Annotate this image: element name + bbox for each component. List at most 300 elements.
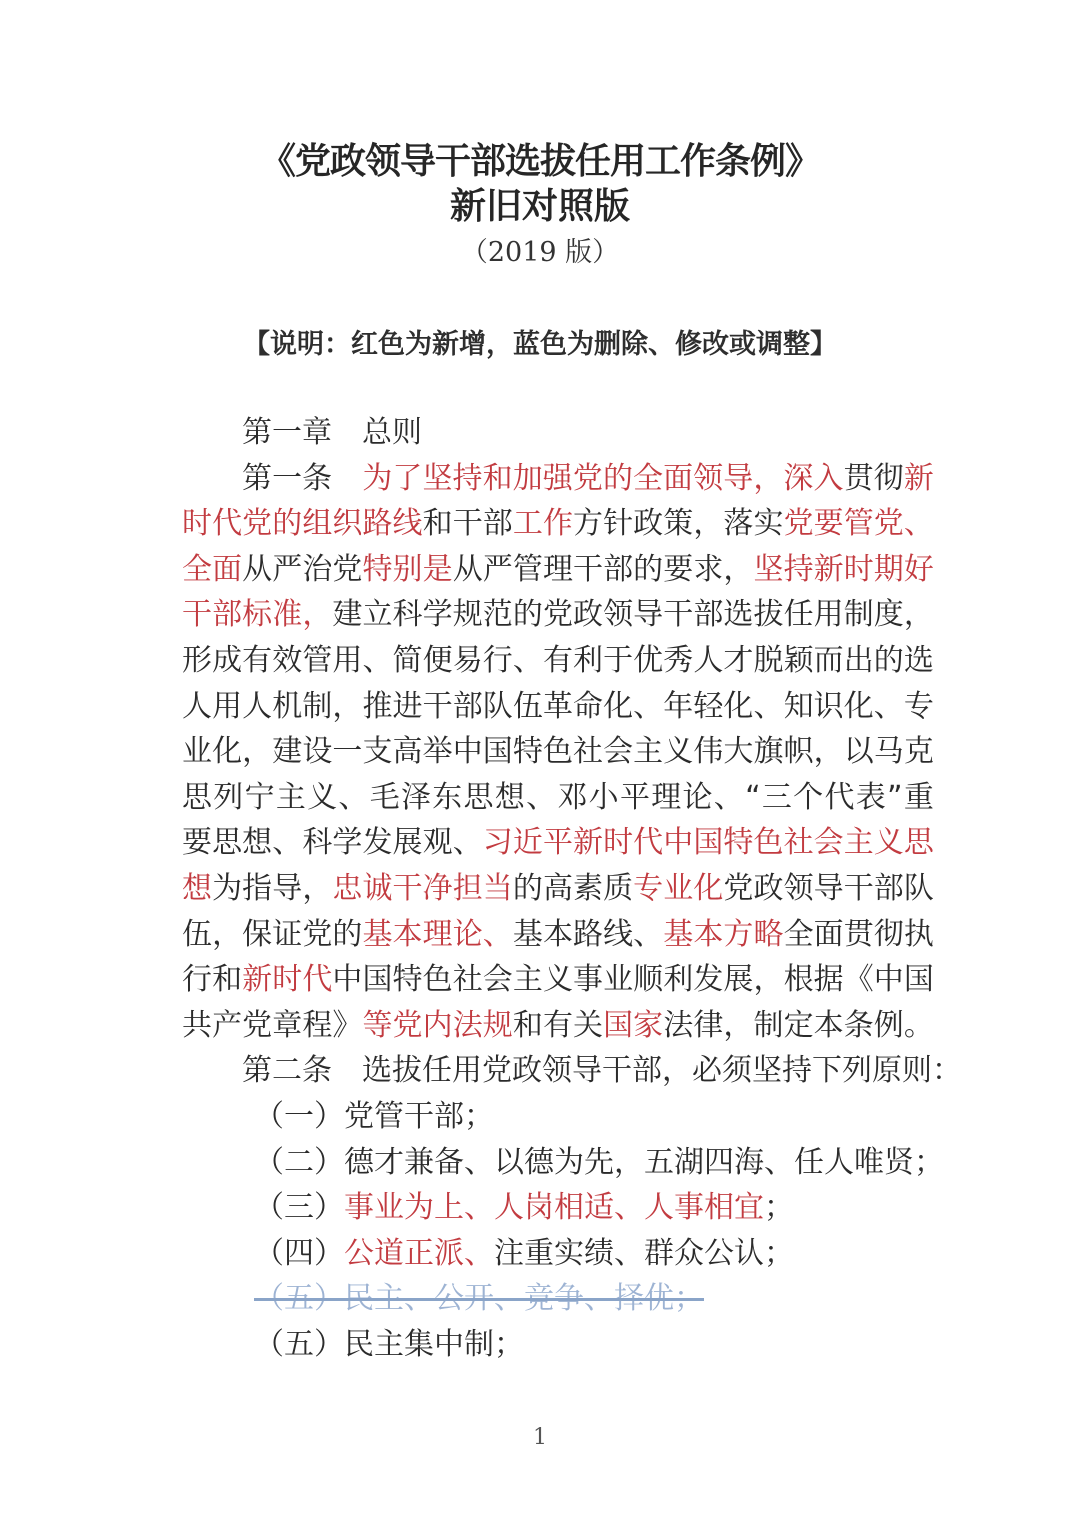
- body-text: 立: [362, 597, 393, 633]
- body-text: 选: [723, 597, 754, 633]
- added-text: 略: [753, 916, 784, 952]
- added-text: 了: [392, 460, 423, 496]
- body-text: 要: [182, 825, 212, 861]
- body-text: 本: [813, 1007, 844, 1043]
- added-text: 持: [452, 460, 483, 496]
- body-text: 素: [573, 870, 604, 906]
- body-text: 机: [272, 688, 303, 724]
- body-text: 政: [633, 506, 664, 542]
- added-text: 面: [663, 460, 694, 496]
- body-text: 干: [663, 597, 694, 633]
- article-1-line: [182, 684, 934, 730]
- body-text: 效: [272, 642, 303, 678]
- body-text: 产: [212, 1007, 243, 1043]
- added-text: 别: [392, 551, 423, 587]
- body-text: 制: [302, 688, 333, 724]
- added-text: 义: [873, 825, 904, 861]
- added-text: 家: [633, 1007, 664, 1043]
- body-text: 行: [482, 642, 513, 678]
- body-text: 导: [813, 870, 844, 906]
- added-text: 诚: [362, 870, 393, 906]
- body-text: 主: [633, 734, 664, 770]
- body-text: 伟: [693, 734, 724, 770]
- body-text: 执: [903, 916, 934, 952]
- body-text: 形: [182, 642, 212, 678]
- body-text: 有: [542, 642, 573, 678]
- body-text: 论: [682, 779, 713, 815]
- body-text: 业: [603, 962, 634, 998]
- added-text: 化: [693, 870, 724, 906]
- body-text: 脱: [753, 642, 784, 678]
- added-text: 全: [633, 460, 664, 496]
- body-text: ，: [813, 734, 844, 770]
- body-text: 证: [272, 916, 303, 952]
- body-text: ，: [723, 1007, 754, 1043]
- added-text: 新: [242, 962, 273, 998]
- body-text: 从: [452, 551, 483, 587]
- body-text: 发: [362, 825, 393, 861]
- body-text: 拔: [753, 597, 784, 633]
- body-text: 例: [873, 1007, 904, 1043]
- body-text: 行: [182, 962, 212, 998]
- body-text: 共: [182, 1007, 212, 1043]
- added-text: 新: [573, 825, 604, 861]
- body-text: 、: [873, 688, 904, 724]
- body-text: 建: [332, 597, 363, 633]
- body-text: 的: [512, 870, 543, 906]
- body-text: 化: [843, 688, 874, 724]
- body-text: 思: [182, 779, 212, 815]
- added-text: 是: [422, 551, 453, 587]
- body-text: 才: [723, 642, 754, 678]
- body-text: 实: [753, 506, 784, 542]
- article-2-heading: 第二条 选拔任用党政领导干部，必须坚持下列原则：: [242, 1053, 962, 1089]
- added-text: 的: [602, 460, 633, 496]
- body-text: 、: [512, 642, 543, 678]
- added-text: 干: [182, 597, 212, 633]
- added-text: 线: [392, 506, 423, 542]
- body-text: 思: [212, 825, 243, 861]
- added-text: 本: [392, 916, 423, 952]
- body-text: 法: [663, 1007, 694, 1043]
- body-text: 业: [182, 734, 212, 770]
- body-text: 的: [873, 642, 904, 678]
- added-text: 业: [663, 870, 694, 906]
- body-text: 高: [542, 870, 573, 906]
- body-text: 马: [873, 734, 904, 770]
- body-text: 想: [242, 825, 273, 861]
- body-text: 基: [512, 916, 543, 952]
- body-text: 有: [542, 1007, 573, 1043]
- added-text: 好: [903, 551, 934, 587]
- added-text: 忠: [332, 870, 363, 906]
- body-text: 队: [482, 688, 513, 724]
- added-text: 和: [482, 460, 513, 496]
- body-text: 。: [903, 1007, 934, 1043]
- body-text: 关: [573, 1007, 604, 1043]
- body-text: 社: [573, 734, 604, 770]
- added-text: 时: [182, 506, 212, 542]
- added-text: 全: [182, 551, 212, 587]
- added-text: 组: [302, 506, 333, 542]
- body-text: 支: [362, 734, 393, 770]
- document-title: 《党政领导干部选拔任用工作条例》: [259, 140, 820, 182]
- body-text: ，: [903, 597, 934, 633]
- added-text: 部: [212, 597, 243, 633]
- added-text: 新: [813, 551, 844, 587]
- body-text: 义: [663, 734, 694, 770]
- body-text: 的: [512, 597, 543, 633]
- body-text: 思: [463, 779, 494, 815]
- body-text: 、: [713, 779, 744, 815]
- added-text: 事业为上、人岗相适、人事相宜: [344, 1190, 764, 1226]
- body-text: （三）: [254, 1190, 344, 1226]
- body-text: 中: [873, 962, 904, 998]
- body-text: 部: [873, 870, 904, 906]
- added-text: 基: [362, 916, 393, 952]
- body-text: 、: [452, 825, 483, 861]
- body-text: 学: [332, 825, 363, 861]
- body-text: 保: [242, 916, 273, 952]
- body-text: 党: [302, 916, 333, 952]
- body-text: 顺: [633, 962, 664, 998]
- body-text: 举: [422, 734, 453, 770]
- added-text: 理: [422, 916, 453, 952]
- article-2-item-line: [182, 1231, 934, 1277]
- body-text: 根: [783, 962, 814, 998]
- body-text: 干: [843, 870, 874, 906]
- added-text: 会: [813, 825, 844, 861]
- added-text: 领: [693, 460, 724, 496]
- body-text: 出: [843, 642, 874, 678]
- body-text: 识: [813, 688, 844, 724]
- article-2-item-line: [182, 1140, 944, 1186]
- body-text: 干: [452, 506, 483, 542]
- body-text: 管: [512, 551, 543, 587]
- body-text: 范: [482, 597, 513, 633]
- added-text: 入: [813, 460, 844, 496]
- body-text: 部: [603, 551, 634, 587]
- body-text: “: [745, 779, 761, 815]
- body-text: 色: [542, 734, 573, 770]
- added-text: 内: [422, 1007, 453, 1043]
- body-text: 于: [603, 642, 634, 678]
- added-text: 期: [873, 551, 904, 587]
- body-text: （四）: [254, 1235, 344, 1271]
- added-text: 为: [362, 460, 393, 496]
- body-text: 规: [452, 597, 483, 633]
- body-text: 宁: [244, 779, 275, 815]
- body-text: 的: [332, 916, 363, 952]
- added-text: 作: [542, 506, 573, 542]
- body-text: ，: [753, 962, 784, 998]
- article-2-item-line: [182, 1094, 934, 1140]
- body-text: 大: [723, 734, 754, 770]
- added-text: 色: [753, 825, 784, 861]
- body-text: 人: [693, 642, 724, 678]
- body-text: 想: [494, 779, 525, 815]
- body-text: ，: [212, 916, 243, 952]
- body-text: 平: [619, 779, 650, 815]
- body-text: 本: [542, 916, 573, 952]
- body-text: 进: [392, 688, 423, 724]
- body-text: 用: [212, 688, 243, 724]
- added-text: 党: [572, 460, 603, 496]
- body-text: 以: [843, 734, 874, 770]
- body-text: 重: [903, 779, 934, 815]
- body-text: 党: [242, 1007, 273, 1043]
- added-text: 公道正派、: [344, 1235, 494, 1271]
- body-text: 会: [603, 734, 634, 770]
- added-text: 社: [783, 825, 814, 861]
- added-text: 国: [693, 825, 724, 861]
- body-text: 克: [903, 734, 934, 770]
- body-text: 要: [663, 551, 694, 587]
- article-1-line: [182, 957, 934, 1003]
- body-text: 中: [332, 962, 363, 998]
- body-text: 国: [903, 962, 934, 998]
- body-text: 全: [783, 916, 814, 952]
- body-text: ；: [764, 1190, 794, 1226]
- body-text: ，: [302, 870, 333, 906]
- added-text: 管: [843, 506, 874, 542]
- body-text: 管: [302, 642, 333, 678]
- added-text: 准: [272, 597, 303, 633]
- article-2-items: [182, 1094, 944, 1368]
- body-text: 严: [482, 551, 513, 587]
- added-text: 导: [723, 460, 754, 496]
- body-text: 领: [603, 597, 634, 633]
- body-text: （一）党管干部；: [254, 1098, 494, 1134]
- body-text: 泽: [400, 779, 431, 815]
- body-text: 治: [302, 551, 333, 587]
- added-text: 时: [603, 825, 634, 861]
- body-text: 主: [512, 962, 543, 998]
- body-text: 观: [422, 825, 453, 861]
- body-text: 策: [663, 506, 694, 542]
- body-text: 选: [903, 642, 934, 678]
- document-body: [182, 410, 962, 1367]
- article-1-line: [182, 592, 934, 638]
- body-text: 和: [422, 506, 453, 542]
- added-text: 代: [212, 506, 243, 542]
- added-text: 等: [362, 1007, 393, 1043]
- body-text: 律: [693, 1007, 724, 1043]
- body-text: 伍: [182, 916, 212, 952]
- body-text: 政: [753, 870, 784, 906]
- body-text: （二）德才兼备、以德为先，五湖四海、任人唯贤；: [254, 1144, 944, 1180]
- article-1-line: [182, 912, 934, 958]
- body-text: 伍: [512, 688, 543, 724]
- body-text: 小: [588, 779, 619, 815]
- body-text: 、: [272, 825, 303, 861]
- body-text: 学: [422, 597, 453, 633]
- body-text: 革: [542, 688, 573, 724]
- added-text: 近: [512, 825, 543, 861]
- body-text: 、: [338, 779, 369, 815]
- body-text: 东: [432, 779, 463, 815]
- body-text: 线: [603, 916, 634, 952]
- body-text: 、: [633, 916, 664, 952]
- body-text: 贯: [843, 916, 874, 952]
- body-text: ，: [723, 551, 754, 587]
- article-2-item-line: [182, 1322, 934, 1368]
- body-text: 义: [542, 962, 573, 998]
- body-text: 国: [482, 734, 513, 770]
- body-text: 、: [362, 642, 393, 678]
- body-text: 求: [693, 551, 724, 587]
- body-text: 部: [452, 688, 483, 724]
- body-text: 队: [903, 870, 934, 906]
- body-text: 面: [813, 916, 844, 952]
- added-text: 特: [723, 825, 754, 861]
- body-text: 的: [633, 551, 664, 587]
- body-text: 党: [542, 597, 573, 633]
- article-1-line: [182, 456, 934, 502]
- added-text: 基: [663, 916, 694, 952]
- body-text: 特: [512, 734, 543, 770]
- added-text: 本: [693, 916, 724, 952]
- added-text: 习: [482, 825, 513, 861]
- edition-label: （2019 版）: [460, 237, 620, 268]
- body-text: 贯: [843, 460, 874, 496]
- added-text: 、: [482, 916, 513, 952]
- body-text: 彻: [873, 916, 904, 952]
- added-text: 时: [843, 551, 874, 587]
- added-text: 中: [663, 825, 694, 861]
- body-text: 义: [307, 779, 338, 815]
- body-text: 干: [573, 551, 604, 587]
- body-text: 领: [783, 870, 814, 906]
- added-text: 主: [843, 825, 874, 861]
- color-legend-note: 【说明：红色为新增，蓝色为删除、修改或调整】: [243, 329, 837, 360]
- body-text: 彻: [873, 460, 904, 496]
- article-2-item-line: [182, 1185, 934, 1231]
- added-text: 党: [873, 506, 904, 542]
- added-text: 要: [813, 506, 844, 542]
- body-text: 章: [272, 1007, 303, 1043]
- body-text: 严: [272, 551, 303, 587]
- body-text: 建: [272, 734, 303, 770]
- added-text: 当: [482, 870, 513, 906]
- body-text: 和: [512, 1007, 543, 1043]
- article-1-line: [182, 775, 934, 821]
- added-text: 法: [452, 1007, 483, 1043]
- article-1-line: [182, 501, 934, 547]
- body-text: 邓: [557, 779, 588, 815]
- added-text: 干: [392, 870, 423, 906]
- added-text: 方: [723, 916, 754, 952]
- added-text: 路: [362, 506, 393, 542]
- added-text: 党: [242, 506, 273, 542]
- body-text: 主: [275, 779, 306, 815]
- added-text: 论: [452, 916, 483, 952]
- article-1-line: [182, 547, 934, 593]
- body-text: 个: [793, 779, 824, 815]
- added-text: 净: [422, 870, 453, 906]
- body-text: 落: [723, 506, 754, 542]
- body-text: [332, 456, 362, 502]
- added-text: 党: [783, 506, 814, 542]
- body-text: 而: [813, 642, 844, 678]
- body-text: 一: [332, 734, 363, 770]
- body-text: ”: [887, 779, 903, 815]
- body-text: 便: [422, 642, 453, 678]
- body-text: 发: [693, 962, 724, 998]
- body-text: 毛: [369, 779, 400, 815]
- body-text: 旗: [753, 734, 784, 770]
- body-text: 一: [272, 460, 303, 496]
- body-text: 专: [903, 688, 934, 724]
- body-text: 利: [663, 962, 694, 998]
- body-text: 设: [302, 734, 333, 770]
- body-text: 制: [753, 1007, 784, 1043]
- body-text: 制: [843, 597, 874, 633]
- body-text: 命: [573, 688, 604, 724]
- body-text: 成: [212, 642, 243, 678]
- body-text: 指: [242, 870, 273, 906]
- body-text: 部: [693, 597, 724, 633]
- body-text: 》: [332, 1007, 363, 1043]
- added-text: 规: [482, 1007, 513, 1043]
- body-text: 干: [422, 688, 453, 724]
- added-text: 新: [903, 460, 934, 496]
- body-text: 列: [213, 779, 244, 815]
- article-1-line: [182, 1003, 934, 1049]
- body-text: 颖: [783, 642, 814, 678]
- article-1-line: [182, 820, 934, 866]
- body-text: 定: [783, 1007, 814, 1043]
- body-text: 社: [452, 962, 483, 998]
- body-text: 人: [182, 688, 212, 724]
- body-text: 据: [813, 962, 844, 998]
- added-text: 深: [783, 460, 814, 496]
- added-text: 强: [542, 460, 573, 496]
- body-text: 简: [392, 642, 423, 678]
- body-text: 有: [242, 642, 273, 678]
- added-text: 工: [512, 506, 543, 542]
- body-text: 度: [873, 597, 904, 633]
- article-2-item-line: [182, 1276, 934, 1322]
- body-text: 方: [573, 506, 604, 542]
- body-text: 任: [783, 597, 814, 633]
- body-text: 表: [855, 779, 886, 815]
- added-text: 代: [633, 825, 664, 861]
- body-text: 针: [603, 506, 634, 542]
- added-text: 持: [783, 551, 814, 587]
- added-text: 担: [452, 870, 483, 906]
- body-text: 理: [542, 551, 573, 587]
- body-text: 路: [573, 916, 604, 952]
- body-text: ，: [242, 734, 273, 770]
- body-text: 、: [526, 779, 557, 815]
- page-number: 1: [533, 1425, 547, 1450]
- added-text: 时: [272, 962, 303, 998]
- body-text: 化: [603, 688, 634, 724]
- body-text: 第: [242, 460, 272, 496]
- added-text: 标: [242, 597, 273, 633]
- body-text: 部: [482, 506, 513, 542]
- added-text: 、: [903, 506, 934, 542]
- article-1-line: [182, 866, 934, 912]
- body-text: 从: [242, 551, 273, 587]
- body-text: 程: [302, 1007, 333, 1043]
- body-text: 化: [212, 734, 243, 770]
- body-text: 化: [723, 688, 754, 724]
- added-text: ，: [753, 460, 784, 496]
- added-text: 的: [272, 506, 303, 542]
- body-text: 导: [272, 870, 303, 906]
